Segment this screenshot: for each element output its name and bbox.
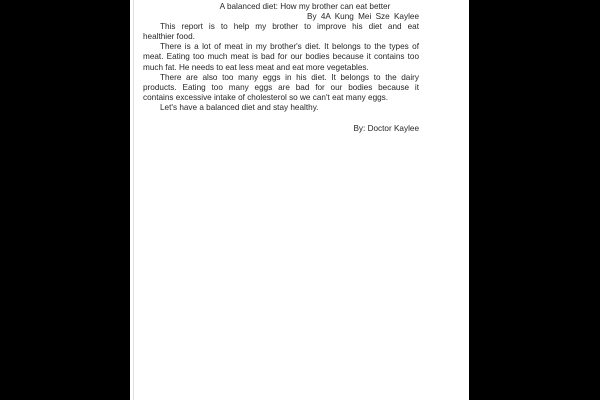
paragraph-1-line: healthier food. xyxy=(143,32,195,42)
paragraph-2-line: much fat. He needs to eat less meat and eat more vegetables. xyxy=(143,62,369,72)
paragraph-2-line: There is a lot of meat in my brother's diet. It belongs to the types of xyxy=(160,42,419,52)
document-signoff: By: Doctor Kaylee xyxy=(353,123,419,133)
paragraph-3-line: contains excessive intake of cholesterol so we can't eat many eggs. xyxy=(143,93,389,103)
paragraph-3-line: There are also too many eggs in his diet. It belongs to the dairy xyxy=(160,72,419,82)
paragraph-2-line: meat. Eating too much meat is bad for our bodies because it contains too xyxy=(143,52,419,62)
document-title: A balanced diet: How my brother can eat better xyxy=(219,1,391,11)
document-paragraphs xyxy=(143,22,419,114)
document-byline: By 4A Kung Mei Sze Kaylee xyxy=(307,11,419,21)
blank-line xyxy=(143,114,419,124)
paragraph-3-line: products. Eating too many eggs are bad for our bodies because it xyxy=(143,83,419,92)
paragraph-4-line: Let's have a balanced diet and stay healthy. xyxy=(160,103,319,113)
document-page xyxy=(130,0,469,400)
paragraph-1-line: This report is to help my brother to improve his diet and eat xyxy=(160,21,419,31)
document-content xyxy=(130,0,469,134)
